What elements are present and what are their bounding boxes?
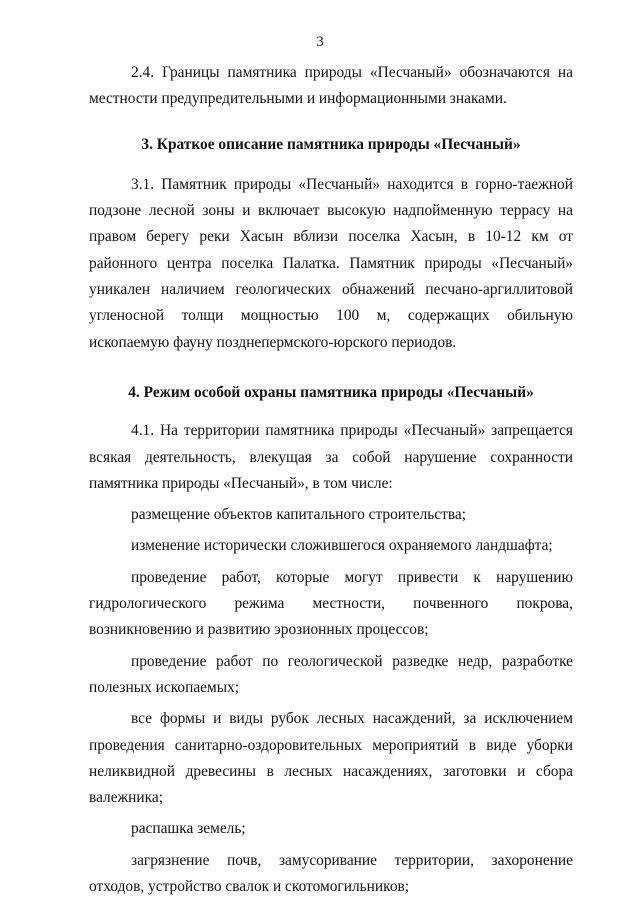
list-item: все формы и виды рубок лесных насаждений, за исключением проведения санитарно-оздоровительных мероприятий в виде уборки неликвидной древесины в лесных насаждениях, заготовки и сбора валежника; <box>89 710 573 807</box>
list-item: размещение объектов капитального строительства; <box>131 506 467 524</box>
page-number: 3 <box>316 34 324 50</box>
paragraph-2-4: 2.4. Границы памятника природы «Песчаный» обозначаются на местности предупредительными и информационными знаками. <box>89 64 573 108</box>
list-item: загрязнение почв, замусоривание территории, захоронение отходов, устройство свалок и скотомогильников; <box>89 851 573 896</box>
paragraph-3-1: 3.1. Памятник природы «Песчаный» находится в горно-таежной подзоне лесной зоны и включает высокую надпойменную террасу на правом берегу реки Хасын вблизи поселка Хасын, в 10-12 км от районного центра поселка Палатка. Памятник природы «Песчаный» уникален наличием геологических обнажений песчано-аргиллитовой угленосной толщи мощностью 100 м, содержащих обильную ископаемую фауну позднепермского-юрского периодов. <box>89 175 573 351</box>
paragraph-4-1: 4.1. На территории памятника природы «Песчаный» запрещается всякая деятельность, влекущая за собой нарушение сохранности памятника природы «Песчаный», в том числе: <box>89 422 573 492</box>
list-item: изменение исторически сложившегося охраняемого ландшафта; <box>131 537 553 555</box>
list-item: проведение работ по геологической разведке недр, разработке полезных ископаемых; <box>89 652 573 696</box>
document-body <box>89 60 573 905</box>
section-4-heading: 4. Режим особой охраны памятника природы «Песчаный» <box>128 383 534 401</box>
list-item: распашка земель; <box>131 820 246 838</box>
section-3-heading: 3. Краткое описание памятника природы «Песчаный» <box>141 135 521 153</box>
list-item: проведение работ, которые могут привести к нарушению гидрологического режима местности, почвенного покрова, возникновению и развитию эрозионных процессов; <box>89 568 573 639</box>
